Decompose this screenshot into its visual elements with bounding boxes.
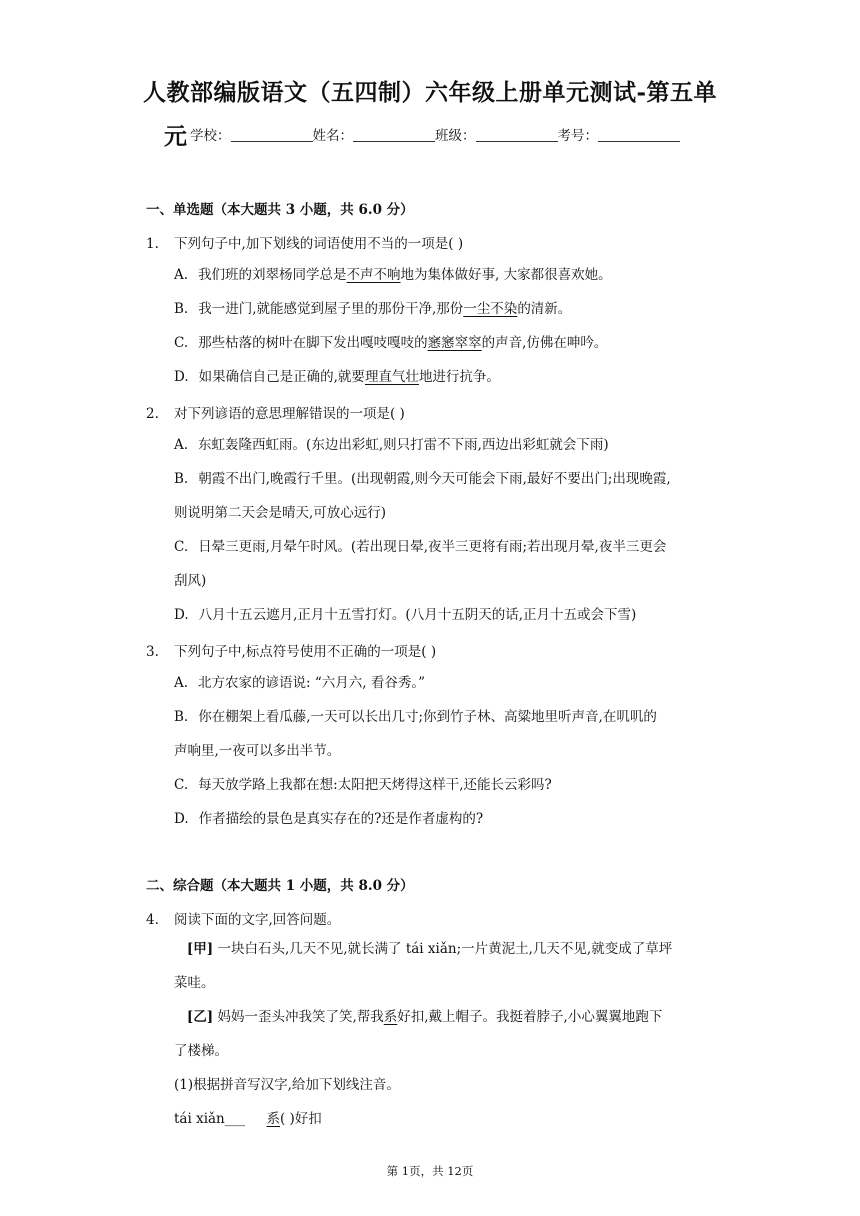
option-label: D. [174,607,189,623]
q2-option-b[interactable] [174,462,734,530]
option-label: B. [174,709,189,725]
question-4 [146,908,340,928]
option-text: 的清新。 [517,301,572,317]
document-title: 人教部编版语文（五四制）六年级上册单元测试-第五单 [142,79,718,106]
q1-option-d[interactable] [174,360,734,394]
school-label: 学校： [190,128,231,143]
question-2 [146,402,405,422]
option-text: 每天放学路上我都在想:太阳把天烤得这样干,还能长云彩吗? [198,777,552,793]
name-label: 姓名： [312,128,353,143]
school-blank[interactable] [231,127,313,142]
option-text-continued: 刮风) [174,573,207,589]
underlined-word: 理直气壮 [364,369,419,385]
passage-text: 一块白石头,几天不见,就长满了 tái xiǎn;一片黄泥土,几天不见,就变成了草坪 [213,941,673,957]
exam-no-label: 考号： [557,128,598,143]
option-text: 我一进门,就能感觉到屋子里的那份干净,那份 [198,301,464,317]
underlined-word: 窸窸窣窣 [427,335,482,351]
question-stem: 下列句子中,标点符号使用不正确的一项是( ) [174,644,437,660]
pinyin-prompt: tái xiǎn [174,1111,225,1127]
option-text: 那些枯落的树叶在脚下发出嘎吱嘎吱的 [198,335,428,351]
section-heading-comprehensive: 二、综合题（本大题共 1 小题，共 8.0 分） [146,878,414,894]
class-label: 班级： [435,128,476,143]
passage-jia [174,932,734,1000]
q1-option-c[interactable] [174,326,734,360]
question-3 [146,640,436,660]
option-label: A. [174,437,189,453]
option-text: 我们班的刘翠杨同学总是 [198,267,347,283]
q2-option-d[interactable] [174,598,734,632]
q1-option-a[interactable] [174,258,734,292]
option-text-continued: 声响里,一夜可以多出半节。 [174,743,341,759]
document-title-continued: 元 [164,123,187,150]
passage-text-continued: 菜哇。 [174,975,215,991]
sub-question-1: (1)根据拼音写汉字,给加下划线注音。 [174,1077,400,1093]
passage-text-continued: 了楼梯。 [174,1043,228,1059]
q2-option-a[interactable] [174,428,734,462]
underlined-word: 系 [383,1009,398,1025]
option-text: 东虹轰隆西虹雨。(东边出彩虹,则只打雷不下雨,西边出彩虹就会下雨) [198,437,609,453]
option-text: 北方农家的谚语说: “六月六, 看谷秀。” [198,675,426,691]
passage-text: 好扣,戴上帽子。我挺着脖子,小心翼翼地跑下 [397,1009,663,1025]
q3-option-c[interactable] [174,768,734,802]
option-text: 日晕三更雨,月晕午时风。(若出现日晕,夜半三更将有雨;若出现月晕,夜半三更会 [198,539,667,555]
question-number: 4. [146,912,159,928]
name-blank[interactable] [353,127,435,142]
option-text: 地为集体做好事, 大家都很喜欢她。 [400,267,612,283]
page-footer: 第 1页，共 12页 [386,1164,474,1178]
option-text: 你在棚架上看瓜藤,一天可以长出几寸;你到竹子林、高粱地里听声音,在叽叽的 [198,709,657,725]
underlined-word: 一尘不染 [463,301,518,317]
option-label: B. [174,471,189,487]
exam-no-blank[interactable] [598,127,680,142]
q3-option-d[interactable] [174,802,734,836]
passage-label: [乙] [186,1009,214,1025]
option-text: 朝霞不出门,晚霞行千里。(出现朝霞,则今天可能会下雨,最好不要出门;出现晚霞, [198,471,671,487]
option-label: B. [174,301,189,317]
passage-yi [174,1000,734,1068]
option-label: C. [174,539,189,555]
question-stem: 对下列谚语的意思理解错误的一项是( ) [174,406,405,422]
option-text-continued: 则说明第二天会是晴天,可放心远行) [174,505,387,521]
q2-option-c[interactable] [174,530,734,598]
student-info-line [190,124,680,144]
option-text: 如果确信自己是正确的,就要 [198,369,365,385]
question-number: 3. [146,644,159,660]
option-text: 的声音,仿佛在呻吟。 [481,335,608,351]
option-label: A. [174,675,189,691]
underlined-word: 不声不响 [346,267,401,283]
question-number: 1. [146,236,159,252]
option-label: D. [174,811,189,827]
answer-line [174,1102,734,1136]
option-text: 八月十五云遮月,正月十五雪打灯。(八月十五阴天的话,正月十五或会下雪) [198,607,637,623]
option-label: C. [174,335,189,351]
passage-label: [甲] [186,941,214,957]
q3-option-b[interactable] [174,700,734,768]
option-text: 作者描绘的景色是真实存在的?还是作者虚构的? [198,811,484,827]
option-label: C. [174,777,189,793]
underlined-word: 系 [266,1111,280,1127]
question-stem: 下列句子中,加下划线的词语使用不当的一项是( ) [174,236,464,252]
q3-option-a[interactable] [174,666,734,700]
q1-option-b[interactable] [174,292,734,326]
pinyin-blank[interactable]: ( )好扣 [279,1111,322,1127]
option-label: D. [174,369,189,385]
passage-text: 妈妈一歪头冲我笑了笑,帮我 [213,1009,384,1025]
answer-blank[interactable]: ___ [224,1111,246,1127]
option-label: A. [174,267,189,283]
question-stem: 阅读下面的文字,回答问题。 [174,912,341,928]
section-heading-single-choice: 一、单选题（本大题共 3 小题，共 6.0 分） [146,202,414,218]
class-blank[interactable] [476,127,558,142]
question-1 [146,232,463,252]
option-text: 地进行抗争。 [418,369,500,385]
question-number: 2. [146,406,159,422]
